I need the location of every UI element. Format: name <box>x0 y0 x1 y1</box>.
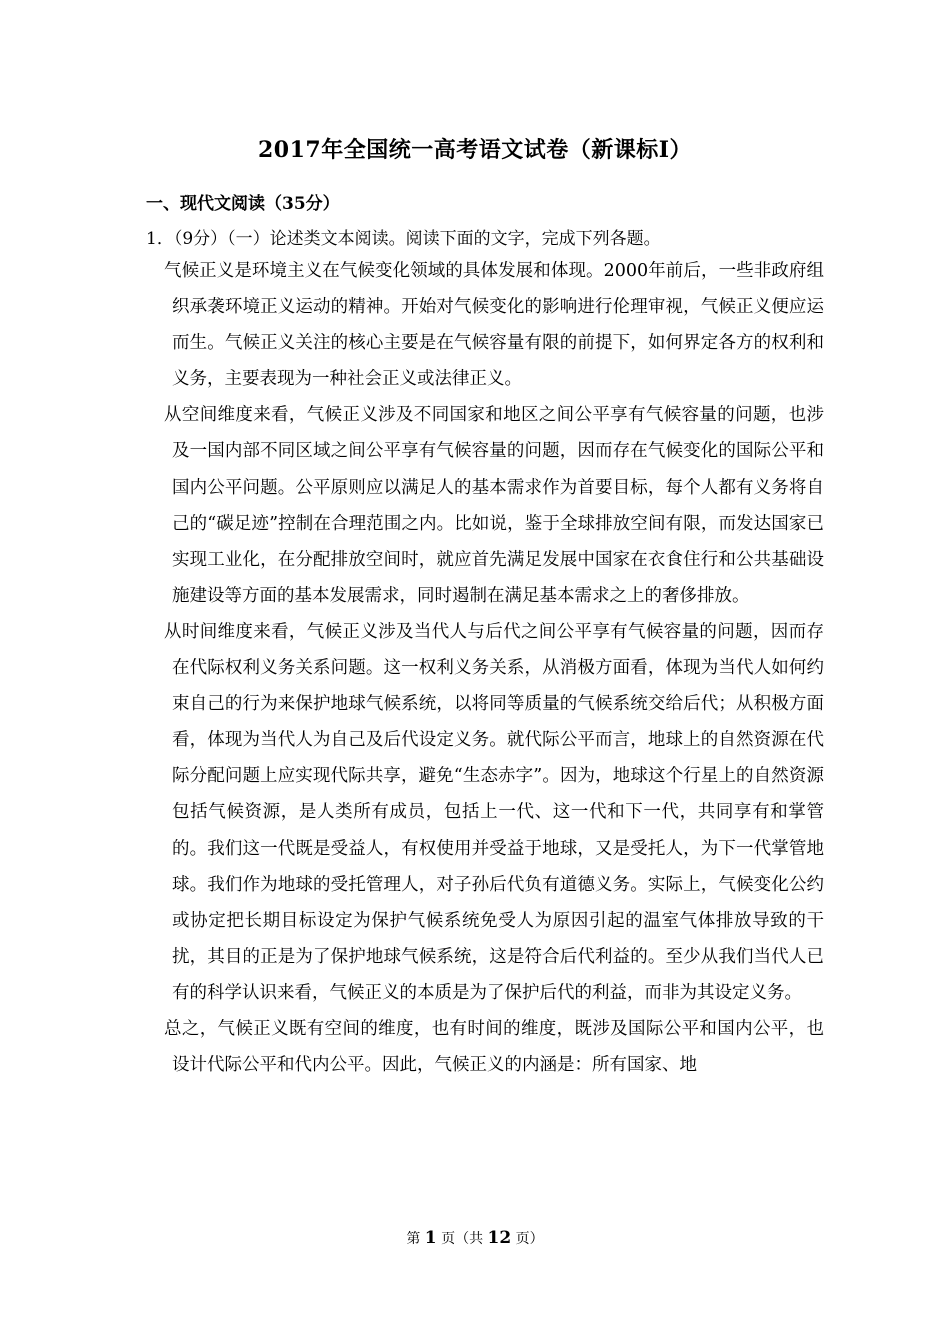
footer-middle: 页（共 <box>436 1231 488 1247</box>
total-pages: 12 <box>487 1228 512 1248</box>
passage-paragraph: 从时间维度来看，气候正义涉及当代人与后代之间公平享有气候容量的问题，因而存在代际权利义务关系问题。这一权利义务关系，从消极方面看，体现为当代人如何约束自己的行为来保护地球气候系统，以将同等质量的气候系统交给后代；从积极方面看，体现为当代人为自己及后代设定义务。就代际公平而言，地球上的自然资源在代际分配问题上应实现代际共享，避免“生态赤字”。因为，地球这个行星上的自然资源包括气候资源，是人类所有成员，包括上一代、这一代和下一代，共同享有和掌管的。我们这一代既是受益人，有权使用并受益于地球，又是受托人，为下一代掌管地球。我们作为地球的受托管理人，对子孙后代负有道德义务。实际上，气候变化公约或协定把长期目标设定为保护气候系统免受人为原因引起的温室气体排放导致的干扰，其目的正是为了保护地球气候系统，这是符合后代利益的。至少从我们当代人已有的科学认识来看，气候正义的本质是为了保护后代的利益，而非为其设定义务。 <box>164 621 824 1003</box>
footer-suffix: 页） <box>511 1231 544 1247</box>
footer-prefix: 第 <box>406 1231 425 1247</box>
page-title: 2017年全国统一高考语文试卷（新课标Ⅰ） <box>257 137 693 163</box>
page-footer <box>0 1228 950 1248</box>
passage-paragraph: 总之，气候正义既有空间的维度，也有时间的维度，既涉及国际公平和国内公平，也设计代际公平和代内公平。因此，气候正义的内涵是：所有国家、地 <box>164 1018 824 1076</box>
section-heading: 一、现代文阅读（35分） <box>146 194 340 214</box>
passage-paragraph: 气候正义是环境主义在气候变化领域的具体发展和体现。2000年前后，一些非政府组织承袭环境正义运动的精神。开始对气候变化的影响进行伦理审视，气候正义便应运而生。气候正义关注的核心主要是在气候容量有限的前提下，如何界定各方的权利和义务，主要表现为一种社会正义或法律正义。 <box>164 261 824 390</box>
page-number: 1 <box>424 1228 437 1248</box>
reading-passage <box>164 253 824 1083</box>
passage-paragraph: 从空间维度来看，气候正义涉及不同国家和地区之间公平享有气候容量的问题，也涉及一国内部不同区域之间公平享有气候容量的问题，因而存在气候变化的国际公平和国内公平问题。公平原则应以满足人的基本需求作为首要目标，每个人都有义务将自己的“碳足迹”控制在合理范围之内。比如说，鉴于全球排放空间有限，而发达国家已实现工业化，在分配排放空间时，就应首先满足发展中国家在衣食住行和公共基础设施建设等方面的基本发展需求，同时遏制在满足基本需求之上的奢侈排放。 <box>164 405 824 606</box>
question-intro: 1．（9分）（一）论述类文本阅读。阅读下面的文字，完成下列各题。 <box>146 229 661 249</box>
